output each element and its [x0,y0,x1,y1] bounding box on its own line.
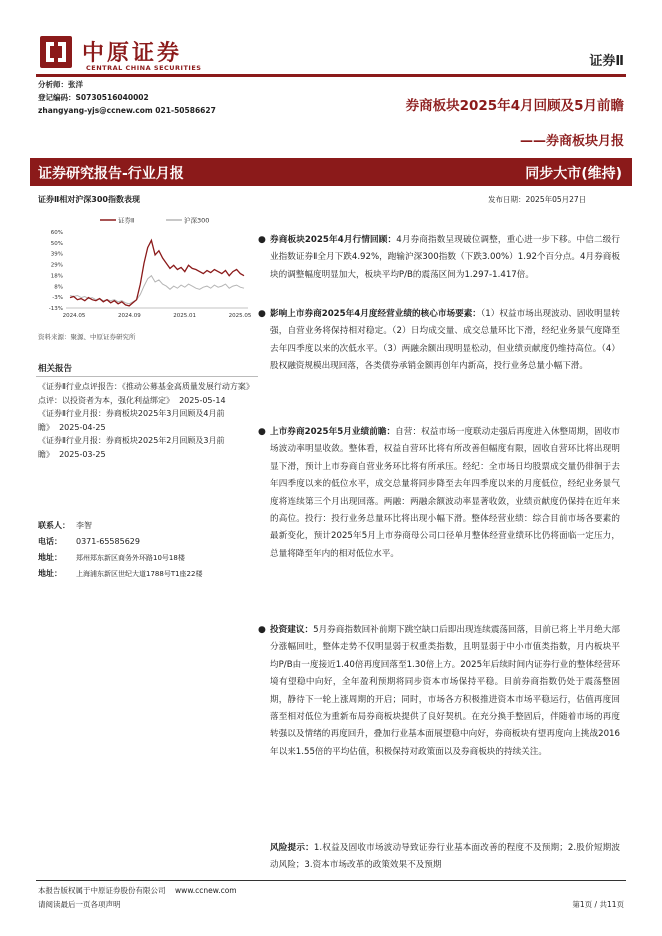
x-tick-label: 2024.05 [62,313,86,319]
chart-heading: 证券Ⅱ相对沪深300指数表现 [38,195,140,204]
chart-legend [100,216,209,225]
bullet-icon: ● [258,625,266,635]
related-item[interactable]: 《证券Ⅱ行业点评报告：《推动公募基金高质量发展行动方案》点评：以投资者为本，强化利益绑定》 2025-05-14 [38,382,254,405]
x-tick-label: 2025.05 [228,313,252,319]
summary-paragraph: ● 券商板块2025年4月行情回顾：4月券商指数呈现破位调整，重心进一步下移。中信二级行业指数证券Ⅱ全月下跌4.92%，跑输沪深300指数（下跌3.00%）1.92个百分点。4月券商板块的调整幅度明显加大，板块平均P/B的震荡区间为1.297-1.417倍。 [270,232,620,284]
report-title: 券商板块2025年4月回顾及5月前瞻 [405,98,624,114]
x-axis [63,308,252,319]
report-rating: 同步大市(维持) [525,166,622,182]
company-logo-icon [38,34,74,70]
series-line-1 [70,240,244,306]
report-subtitle: ——券商板块月报 [519,134,624,149]
logo-text-cn: 中原证券 [82,41,183,66]
x-tick-label: 2024.09 [117,313,141,319]
summary-paragraph: ● 投资建议：5月券商指数回补前期下跳空缺口后即出现连续震荡回落，目前已将上半月绝大部分涨幅回吐，整体走势不仅明显弱于权重类指数，且明显弱于中小市值类指数，月内板块平均P/B由一度接近1.40倍再度回落至1.30倍上方。2025年后续时间内证券行业的整体经营环境有望稳中向好，全年盈利预期将同步资本市场保持平稳。目前券商指数仍处于震荡整固期，静待下一轮上涨周期的开启；同时，市场各方积极推进资本市场平稳运行，估值再度回落至相对低位为重新布局券商板块提供了良好契机。在充分换手整固后，伴随着市场的再度转强以及情绪的再度回升，叠加行业基本面展望稳中向好，券商板块有望再度向上挑战2016年以来1.55倍的平均估值，积极保持对政策面以及券商板块的持续关注。 [270,622,620,761]
y-axis [49,230,63,312]
y-tick-label: -3% [52,295,63,302]
y-tick-label: -13% [48,306,63,312]
sector-label: 证券Ⅱ [589,54,624,69]
y-tick-label: 29% [50,262,63,269]
related-rule [36,376,258,377]
publish-date: 发布日期：2025年05月27日 [488,195,587,204]
footer-website[interactable]: www.ccnew.com [175,886,237,895]
contact-addr2: 上海浦东新区世纪大道1788号T1座22楼 [76,570,203,578]
report-banner [30,158,632,186]
summary-paragraph: ● 影响上市券商2025年4月度经营业绩的核心市场要素：（1）权益市场出现波动、固收明显转强，自营业务将保持相对稳定。（2）日均成交量、成交总量环比下滑，经纪业务景气度降至去年四季度以来的次低水平。（3）两融余额出现明显松动，但业绩贡献度仍维持高位。（4）股权融资规模出现回落，各类债券承销金额再创年内新高，投行业务总量小幅下滑。 [270,306,620,376]
summary-paragraph: ● 上市券商2025年5月业绩前瞻：自营：权益市场一度联动走强后再度进入休整周期，固收市场波动率明显收敛。整体看，权益自营环比将有所改善但幅度有限，固收自营环比将出现明显下滑，预计上市券商自营业务环比将有所承压。经纪：全市场日均股票成交量仍徘徊于去年四季度以来的低位水平，成交总量将同步降至去年四季度以来的月度低位，经纪业务景气度将连续第三个月出现回落。两融：两融余额波动率显著收敛，业绩贡献度仍保持在近年来的高位。投行：投行业务总量环比将出现小幅下滑。整体经营业绩：综合目前市场各要素的最新变化，预计2025年5月上市券商母公司口径单月整体经营业绩环比仍将面临一定压力，总量将降至年内的相对低位水平。 [270,424,620,563]
footer-disclaimer: 请阅读最后一页各项声明 [38,900,121,909]
analyst-contact: zhangyang-yjs@ccnew.com 021-50586627 [38,106,216,115]
legend-label-series1: 证券Ⅱ [118,216,135,225]
analyst-reg: 登记编码：S0730516040002 [38,93,149,102]
header-rule [36,74,626,77]
related-item[interactable]: 《证券Ⅱ行业月报：券商板块2025年2月回顾及3月前瞻》 2025-03-25 [38,436,225,459]
footer-copyright: 本报告版权属于中原证券股份有限公司 www.ccnew.com [38,886,237,895]
report-type: 证券研究报告-行业月报 [38,166,184,182]
footer-rule [36,880,626,881]
bullet-icon: ● [258,235,266,245]
related-heading: 相关报告 [38,364,73,374]
contact-phone: 0371-65585629 [76,537,140,546]
x-tick-label: 2025.01 [173,313,197,319]
legend-label-series2: 沪深300 [184,216,210,225]
bullet-icon: ● [258,427,266,437]
chart-lines [70,240,244,306]
y-tick-label: 50% [50,240,63,247]
page-number: 第1页 / 共11页 [572,900,624,909]
chart-source: 资料来源：聚源、中原证券研究所 [38,333,136,341]
related-item[interactable]: 《证券Ⅱ行业月报：券商板块2025年3月回顾及4月前瞻》 2025-04-25 [38,409,225,432]
series-line-2 [70,276,244,304]
related-list [38,380,260,461]
y-tick-label: 39% [50,251,63,258]
contact-addr1: 郑州郑东新区商务外环路10号18楼 [76,554,185,562]
bullet-icon: ● [258,309,266,319]
risk-note: 风险提示：1.权益及固收市场波动导致证券行业基本面改善的程度不及预期；2.股价短期波动风险；3.资本市场改革的政策效果不及预期 [270,843,620,870]
performance-chart [36,212,256,324]
logo-text-en: CENTRAL CHINA SECURITIES [86,64,202,72]
contact-person: 李智 [76,521,92,530]
y-tick-label: 8% [54,284,63,291]
y-tick-label: 18% [50,273,63,280]
contact-block: 联系人： 李智 电话： 0371-65585629 地址： 郑州郑东新区商务外环路10号18楼 地址： 上海浦东新区世纪大道1788号T1座22楼 [38,521,203,578]
y-tick-label: 60% [50,230,63,236]
analyst-name: 分析师：张洋 [38,80,83,89]
